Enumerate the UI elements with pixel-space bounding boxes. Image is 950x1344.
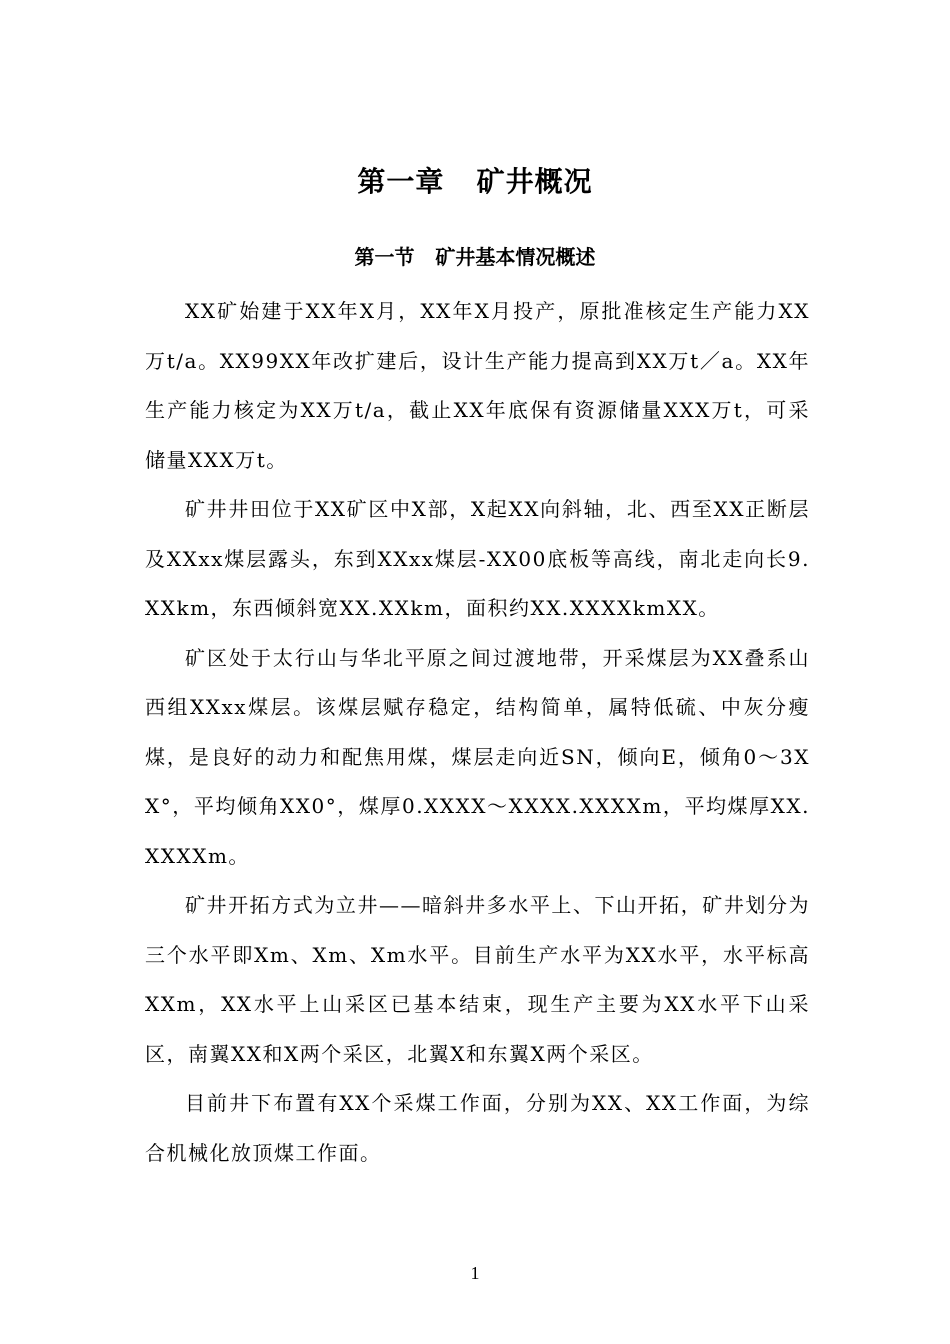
paragraph-coal-seam: 矿区处于太行山与华北平原之间过渡地带，开采煤层为XX叠系山西组XXxx煤层。该煤层赋存稳定，结构简单，属特低硫、中灰分瘦煤，是良好的动力和配焦用煤，煤层走向近SN，倾向E，倾角0～3XX°，平均倾角XX0°，煤厚0.XXXX～XXXX.XXXXm，平均煤厚XX.XXXXm。 bbox=[145, 645, 810, 868]
paragraph-working-faces: 目前井下布置有XX个采煤工作面，分别为XX、XX工作面，为综合机械化放顶煤工作面。 bbox=[145, 1091, 810, 1165]
chapter-title: 第一章 矿井概况 bbox=[357, 165, 593, 198]
body-text bbox=[145, 287, 810, 1178]
section-title: 第一节 矿井基本情况概述 bbox=[354, 245, 596, 269]
page-number: 1 bbox=[470, 1263, 480, 1283]
paragraph-mine-field-location: 矿井井田位于XX矿区中X部，X起XX向斜轴，北、西至XX正断层及XXxx煤层露头，东到XXxx煤层-XX00底板等高线，南北走向长9.XXkm，东西倾斜宽XX.XXkm，面积约XX.XXXXkmXX。 bbox=[145, 497, 810, 620]
paragraph-development-method: 矿井开拓方式为立井——暗斜井多水平上、下山开拓，矿井划分为三个水平即Xm、Xm、Xm水平。目前生产水平为XX水平，水平标高XXm，XX水平上山采区已基本结束，现生产主要为XX水平下山采区，南翼XX和X两个采区，北翼X和东翼X两个采区。 bbox=[145, 893, 810, 1066]
paragraph-production-capacity: XX矿始建于XX年X月，XX年X月投产，原批准核定生产能力XX万t/a。XX99XX年改扩建后，设计生产能力提高到XX万t／a。XX年生产能力核定为XX万t/a，截止XX年底保有资源储量XXX万t，可采储量XXX万t。 bbox=[145, 299, 810, 472]
